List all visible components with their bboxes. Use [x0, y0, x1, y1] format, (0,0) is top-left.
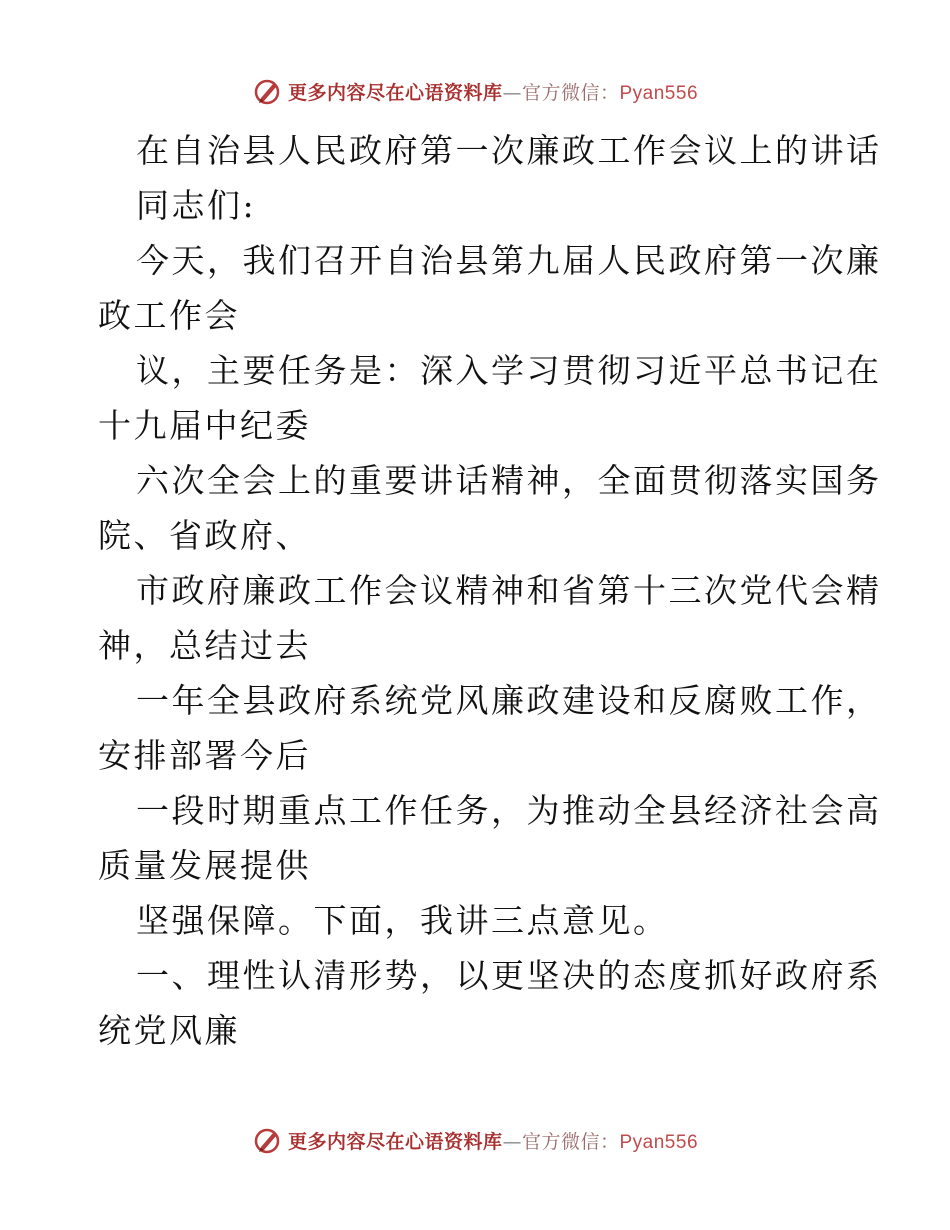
- banner-label: 官方微信：: [521, 81, 620, 104]
- banner-separator: —: [502, 81, 522, 104]
- pen-logo-icon: [252, 1125, 282, 1155]
- footer-banner-content: [252, 1125, 698, 1155]
- header-banner-content: [252, 76, 698, 106]
- banner-highlight: 更多内容尽在心语资料库: [287, 1130, 503, 1153]
- text-line: 六次全会上的重要讲话精神，全面贯彻落实国务: [136, 461, 882, 500]
- text-line: 一年全县政府系统党风廉政建设和反腐败工作，: [136, 681, 882, 720]
- pen-logo-icon: [252, 76, 282, 106]
- footer-banner-text: [288, 1127, 698, 1154]
- text-line: 质量发展提供: [98, 846, 311, 885]
- text-line: 统党风廉: [98, 1011, 240, 1050]
- text-line: 一、理性认清形势，以更坚决的态度抓好政府系: [136, 956, 882, 995]
- text-line: 坚强保障。下面，我讲三点意见。: [136, 901, 669, 940]
- banner-separator: —: [502, 1130, 522, 1153]
- banner-account: Pyan556: [619, 82, 699, 104]
- banner-highlight: 更多内容尽在心语资料库: [287, 81, 503, 104]
- footer-banner: [0, 1122, 950, 1158]
- text-line: 院、省政府、: [98, 516, 311, 555]
- text-line: 政工作会: [98, 296, 240, 335]
- text-line: 安排部署今后: [98, 736, 311, 775]
- header-banner: [0, 73, 950, 109]
- banner-label: 官方微信：: [521, 1130, 620, 1153]
- text-line: 今天，我们召开自治县第九届人民政府第一次廉: [136, 241, 882, 280]
- header-banner-text: [288, 78, 698, 105]
- text-line: 十九届中纪委: [98, 406, 311, 445]
- text-line: 议，主要任务是：深入学习贯彻习近平总书记在: [136, 351, 882, 390]
- text-line: 一段时期重点工作任务，为推动全县经济社会高: [136, 791, 882, 830]
- text-line: 神，总结过去: [98, 626, 311, 665]
- text-line: 同志们:: [136, 186, 257, 225]
- document-body: [98, 123, 882, 1058]
- text-line: 市政府廉政工作会议精神和省第十三次党代会精: [136, 571, 882, 610]
- banner-account: Pyan556: [619, 1131, 699, 1153]
- text-line: 在自治县人民政府第一次廉政工作会议上的讲话: [136, 131, 882, 170]
